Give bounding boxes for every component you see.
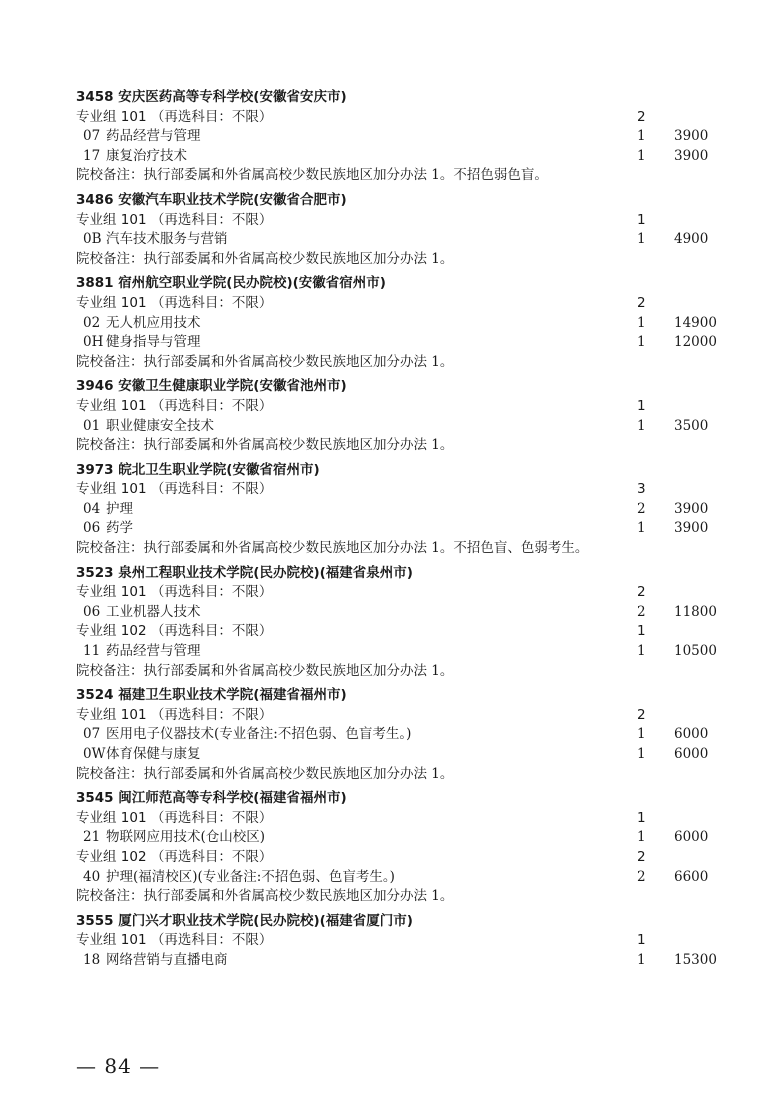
school-block (0, 274, 777, 372)
note-label: 院校备注： (76, 662, 144, 679)
major-group-count: 2 (637, 584, 646, 601)
major-group-count: 2 (637, 848, 646, 865)
major-row (0, 519, 777, 539)
major-group-row (0, 397, 777, 417)
major-plan-count: 1 (637, 746, 646, 762)
school-note (0, 662, 777, 682)
major-tuition: 6000 (674, 746, 709, 762)
major-tuition: 12000 (674, 334, 717, 351)
major-group-row (0, 809, 777, 829)
major-tuition: 3900 (674, 500, 709, 517)
major-group-count: 2 (637, 108, 646, 125)
major-tuition: 3900 (674, 147, 709, 164)
school-note (0, 250, 777, 270)
major-name: 护理 (106, 500, 133, 517)
note-text: 执行部委属和外省属高校少数民族地区加分办法 1。 (143, 250, 454, 267)
major-plan-count: 1 (637, 334, 646, 351)
major-row (0, 417, 777, 437)
major-name: 工业机器人技术 (106, 603, 201, 620)
note-text: 执行部委属和外省属高校少数民族地区加分办法 1。 (143, 437, 454, 454)
major-name: 物联网应用技术(仓山校区) (106, 829, 266, 846)
major-row (0, 745, 777, 765)
note-text: 执行部委属和外省属高校少数民族地区加分办法 1。 (143, 888, 454, 905)
major-row (0, 725, 777, 745)
major-group-label: 专业组 102 （再选科目：不限） (76, 848, 273, 865)
school-note (0, 765, 777, 785)
major-group-label: 专业组 101 （再选科目：不限） (76, 481, 273, 498)
school-block (0, 686, 777, 784)
major-group-label: 专业组 102 （再选科目：不限） (76, 623, 273, 640)
major-plan-count: 1 (637, 314, 646, 331)
school-block (0, 88, 777, 186)
major-group-row (0, 848, 777, 868)
major-name: 药品经营与管理 (106, 643, 201, 660)
major-group-row (0, 706, 777, 726)
major-plan-count: 1 (637, 951, 646, 968)
major-row (0, 500, 777, 520)
major-group-row (0, 211, 777, 231)
page-number: — 84 — (76, 1054, 161, 1078)
major-tuition: 3900 (674, 128, 709, 145)
major-group-count: 1 (637, 211, 646, 228)
major-code: 18 (83, 951, 101, 968)
major-group-label: 专业组 101 （再选科目：不限） (76, 584, 273, 601)
note-label: 院校备注： (76, 353, 144, 370)
major-tuition: 6000 (674, 829, 709, 846)
major-code: 11 (83, 643, 101, 660)
major-row (0, 333, 777, 353)
school-gap (0, 971, 777, 976)
note-label: 院校备注： (76, 437, 144, 454)
major-code: 06 (83, 520, 101, 537)
major-code: 40 (83, 868, 101, 885)
school-title: 3524 福建卫生职业技术学院(福建省福州市) (76, 687, 347, 704)
major-plan-count: 1 (637, 147, 646, 164)
note-label: 院校备注： (76, 540, 144, 557)
major-name: 网络营销与直播电商 (106, 951, 228, 968)
school-list (0, 88, 777, 976)
major-tuition: 3900 (674, 520, 709, 537)
major-row (0, 127, 777, 147)
major-plan-count: 2 (637, 868, 646, 885)
school-note (0, 353, 777, 373)
major-group-row (0, 480, 777, 500)
note-text: 执行部委属和外省属高校少数民族地区加分办法 1。 (143, 353, 454, 370)
major-name: 护理(福清校区)(专业备注:不招色弱、色盲考生。) (106, 868, 395, 885)
major-plan-count: 1 (637, 726, 646, 743)
school-title: 3545 闽江师范高等专科学校(福建省福州市) (76, 790, 347, 807)
major-tuition: 14900 (674, 314, 717, 331)
major-group-label: 专业组 101 （再选科目：不限） (76, 108, 273, 125)
school-block (0, 789, 777, 907)
major-group-count: 2 (637, 706, 646, 723)
note-text: 执行部委属和外省属高校少数民族地区加分办法 1。 (143, 662, 454, 679)
note-label: 院校备注： (76, 250, 144, 267)
major-group-label: 专业组 101 （再选科目：不限） (76, 294, 273, 311)
major-code: 02 (83, 314, 101, 331)
note-label: 院校备注： (76, 888, 144, 905)
major-name: 药品经营与管理 (106, 128, 201, 145)
major-row (0, 230, 777, 250)
major-group-count: 1 (637, 809, 646, 826)
major-row (0, 603, 777, 623)
major-name: 药学 (106, 520, 133, 537)
major-group-row (0, 622, 777, 642)
school-note (0, 436, 777, 456)
school-block (0, 461, 777, 559)
major-plan-count: 1 (637, 520, 646, 537)
major-tuition: 15300 (674, 951, 717, 968)
major-group-label: 专业组 101 （再选科目：不限） (76, 211, 273, 228)
major-group-row (0, 931, 777, 951)
major-tuition: 4900 (674, 231, 709, 248)
major-name: 健身指导与管理 (106, 334, 201, 351)
major-name: 职业健康安全技术 (106, 417, 214, 434)
note-text: 执行部委属和外省属高校少数民族地区加分办法 1。不招色盲、色弱考生。 (143, 540, 589, 557)
major-row (0, 642, 777, 662)
school-title: 3881 宿州航空职业学院(民办院校)(安徽省宿州市) (76, 275, 386, 292)
major-code: 21 (83, 829, 101, 846)
major-code: 0B (83, 231, 102, 248)
major-tuition: 11800 (674, 603, 717, 620)
major-code: 0W (83, 746, 106, 762)
school-title: 3555 厦门兴才职业技术学院(民办院校)(福建省厦门市) (76, 912, 413, 929)
major-code: 06 (83, 603, 101, 620)
school-note (0, 887, 777, 907)
major-plan-count: 1 (637, 829, 646, 846)
major-group-label: 专业组 101 （再选科目：不限） (76, 932, 273, 949)
school-title: 3523 泉州工程职业技术学院(民办院校)(福建省泉州市) (76, 564, 413, 581)
note-label: 院校备注： (76, 765, 144, 782)
major-row (0, 314, 777, 334)
note-text: 执行部委属和外省属高校少数民族地区加分办法 1。 (143, 765, 454, 782)
major-tuition: 6600 (674, 868, 709, 885)
major-code: 07 (83, 128, 101, 145)
school-block (0, 377, 777, 455)
major-group-count: 2 (637, 294, 646, 311)
major-plan-count: 1 (637, 417, 646, 434)
school-block (0, 564, 777, 682)
major-group-row (0, 108, 777, 128)
major-plan-count: 1 (637, 231, 646, 248)
major-name: 体育保健与康复 (106, 746, 201, 762)
major-code: 07 (83, 726, 101, 743)
school-note (0, 166, 777, 186)
major-plan-count: 2 (637, 500, 646, 517)
major-tuition: 3500 (674, 417, 709, 434)
major-code: 0H (83, 334, 104, 351)
major-plan-count: 1 (637, 643, 646, 660)
major-code: 17 (83, 147, 101, 164)
school-title: 3458 安庆医药高等专科学校(安徽省安庆市) (76, 89, 347, 105)
major-row (0, 828, 777, 848)
major-group-label: 专业组 101 （再选科目：不限） (76, 397, 273, 414)
major-tuition: 10500 (674, 643, 717, 660)
school-block (0, 191, 777, 269)
note-label: 院校备注： (76, 167, 144, 184)
major-plan-count: 2 (637, 603, 646, 620)
major-group-label: 专业组 101 （再选科目：不限） (76, 706, 273, 723)
school-title: 3486 安徽汽车职业技术学院(安徽省合肥市) (76, 191, 347, 208)
major-group-count: 1 (637, 932, 646, 949)
major-code: 01 (83, 417, 101, 434)
note-text: 执行部委属和外省属高校少数民族地区加分办法 1。不招色弱色盲。 (143, 167, 548, 184)
major-name: 医用电子仪器技术(专业备注:不招色弱、色盲考生。) (106, 726, 412, 743)
school-block (0, 912, 777, 971)
major-group-count: 1 (637, 623, 646, 640)
major-name: 康复治疗技术 (106, 147, 187, 164)
major-group-row (0, 294, 777, 314)
major-name: 无人机应用技术 (106, 314, 201, 331)
major-plan-count: 1 (637, 128, 646, 145)
school-title: 3973 皖北卫生职业学院(安徽省宿州市) (76, 461, 320, 478)
major-group-count: 1 (637, 397, 646, 414)
school-note (0, 539, 777, 559)
major-code: 04 (83, 500, 101, 517)
major-group-row (0, 583, 777, 603)
major-row (0, 147, 777, 167)
major-name: 汽车技术服务与营销 (106, 231, 228, 248)
major-group-label: 专业组 101 （再选科目：不限） (76, 809, 273, 826)
major-row (0, 951, 777, 971)
major-row (0, 868, 777, 888)
school-title: 3946 安徽卫生健康职业学院(安徽省池州市) (76, 378, 347, 395)
major-group-count: 3 (637, 481, 646, 498)
major-tuition: 6000 (674, 726, 709, 743)
